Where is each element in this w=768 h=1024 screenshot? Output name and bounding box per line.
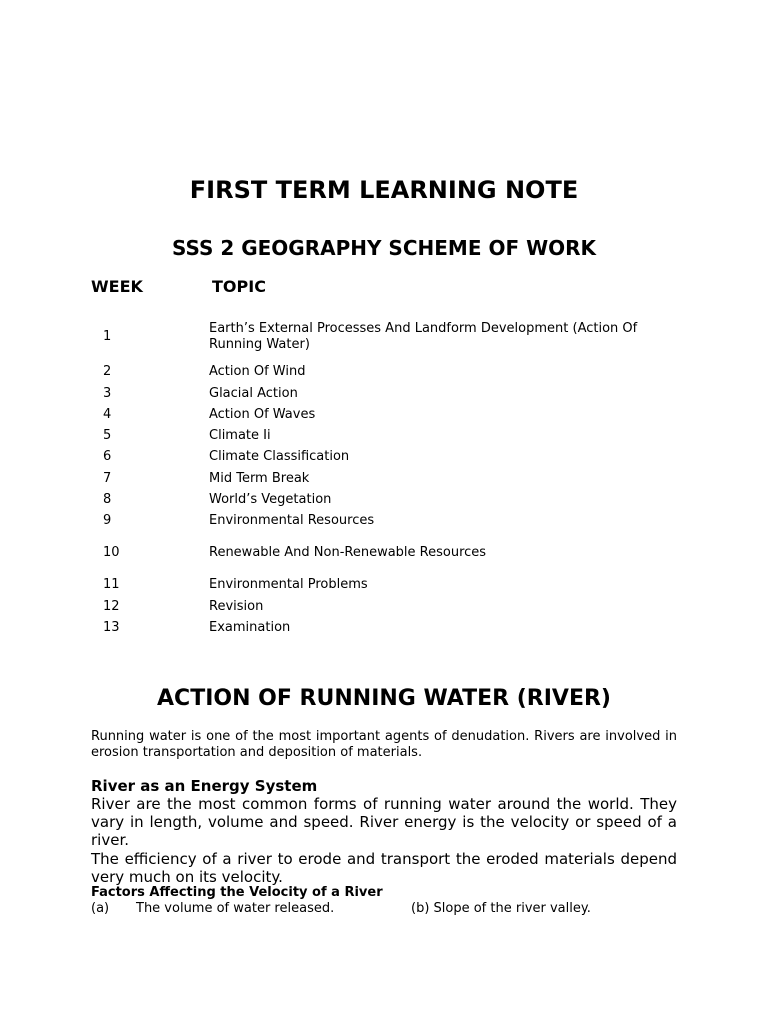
topic-text: Glacial Action [209,386,298,401]
week-number: 1 [103,329,112,344]
topic-text: Environmental Problems [209,577,368,592]
topic-text: Action Of Waves [209,407,316,422]
topic-text: Action Of Wind [209,364,306,379]
week-number: 11 [103,577,120,592]
page-subtitle: SSS 2 GEOGRAPHY SCHEME OF WORK [171,236,597,260]
week-number: 10 [103,545,120,560]
topic-text: Earth’s External Processes And Landform Development (Action Of Running Water) [209,321,638,352]
week-number: 2 [103,364,112,379]
topic-text: Mid Term Break [209,471,310,486]
energy-paragraph-2: The efficiency of a river to erode and transport the eroded materials depend very much on its velocity. [91,850,677,886]
week-number: 5 [103,428,112,443]
week-column-header: WEEK [91,277,143,296]
topic-text: Environmental Resources [209,513,375,528]
week-number: 13 [103,620,120,635]
week-number: 4 [103,407,112,422]
topic-text: Climate Ii [209,428,271,443]
week-number: 6 [103,449,112,464]
factors-heading: Factors Affecting the Velocity of a River [91,885,383,900]
factor-a-text: The volume of water released. [136,901,335,916]
factor-a-label: (a) [91,901,110,916]
topic-text: Examination [209,620,291,635]
week-number: 12 [103,599,120,614]
energy-system-heading: River as an Energy System [91,777,318,795]
topic-text: Renewable And Non-Renewable Resources [209,545,487,560]
section-title: ACTION OF RUNNING WATER (RIVER) [157,686,611,711]
factor-b-text: (b) Slope of the river valley. [411,901,591,916]
topic-column-header: TOPIC [212,277,266,296]
topic-text: World’s Vegetation [209,492,332,507]
topic-text: Climate Classification [209,449,350,464]
intro-paragraph: Running water is one of the most important agents of denudation. Rivers are involved in erosion transportation and deposition of materials. [91,729,677,760]
week-number: 9 [103,513,112,528]
week-number: 3 [103,386,112,401]
week-number: 8 [103,492,112,507]
topic-text: Revision [209,599,264,614]
energy-paragraph-1: River are the most common forms of running water around the world. They vary in length, volume and speed. River energy is the velocity or speed of a river. [91,795,677,849]
page-title: FIRST TERM LEARNING NOTE [189,176,579,204]
week-number: 7 [103,471,112,486]
